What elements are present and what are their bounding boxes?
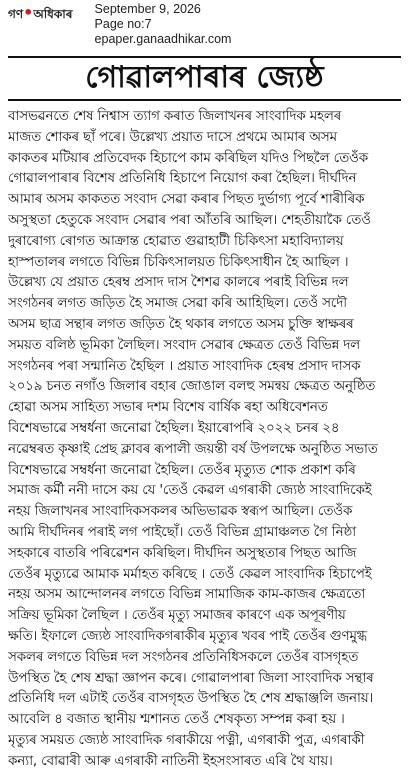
article-line: সহকাৰে বাতৰি পৰিৱেশন কৰিছিল। দীৰ্ঘদিন অসুস্থতাৰ পিছত আজি: [8, 544, 357, 561]
masthead: [0, 0, 409, 50]
logo-word-main: অধিকাৰ: [33, 7, 73, 21]
article-line: মৃত্যুৰ সময়ত জ্যেষ্ঠ সাংবাদিক গৰাকীয়ে পত্নী, এগৰাকী পুত্ৰ, এগৰাকী: [8, 731, 365, 748]
article-line: সংগঠনৰ লগত জড়িত হৈ সমাজ সেৱা কৰি আহিছিল। তেওঁ সদৌ: [8, 295, 347, 312]
article-line: নহয় জিলাখনৰ সাংবাদিকসকলৰ অভিভাৱক স্বৰূপ আছিল। তেওঁক: [8, 503, 353, 520]
article-line: আমাৰ অসম কাকতত সংবাদ সেৱা কৰাৰ পিছত দুৰ্ভাগ্য পূৰ্বে শাৰীৰিক: [8, 191, 365, 208]
article-line: নহয় অসম আন্দোলনৰ লগতে বিভিন্ন সামাজিক কাম-কাজৰ ক্ষেত্ৰতো: [8, 586, 366, 603]
page-number: Page no:7: [94, 17, 152, 31]
article-line: অসুস্থতা হেতুকে সংবাদ সেৱাৰ পৰা আঁতৰি আছিল। শেহতীয়াকৈ তেওঁ: [8, 211, 371, 228]
article-line: গোৱালপাৰাৰ বিশেষ প্ৰতিনিধি হিচাপে নিয়োগ কৰা হৈছিল। দীৰ্ঘদিন: [8, 170, 357, 187]
article-line: অসম ছাত্ৰ সন্থাৰ লগত জড়িত হৈ থকাৰ লগতে অসম চুক্তি স্বাক্ষৰৰ: [8, 315, 354, 332]
site-url: epaper.ganaadhikar.com: [94, 32, 232, 46]
article-line: সক্ৰিয় ভূমিকা লৈছিল । তেওঁৰ মৃত্যু সমাজৰ কাৰণে এক অপূৰণীয়: [8, 607, 346, 624]
article-line: নৱেম্বৰত কৃষ্ণাই প্ৰেছ ক্লাবৰ ৰূপালী জয়ন্তী বৰ্ষ উপলক্ষে অনুষ্ঠিত সভাত: [8, 440, 378, 457]
logo-word-left: গণ: [8, 7, 24, 21]
edition-date: September 9, 2026: [94, 2, 201, 16]
article-line: আমি দীৰ্ঘদিনৰ পৰাই লগ পাইছোঁ। তেওঁ বিভিন্ন গ্ৰামাঞ্চলত গৈ নিষ্ঠা: [8, 523, 356, 540]
article-line: বিশেষভাৱে সম্বৰ্ধনা জনোৱা হৈছিল। তেওঁৰ মৃত্যুত শোক প্ৰকাশ কৰি: [8, 461, 356, 478]
article-line: দুৰাৰোগ্য ৰোগত আক্ৰান্ত হোৱাত গুৱাহাটী চিকিৎসা মহাবিদ্যালয়: [8, 232, 344, 249]
article-line: মাজত শোকৰ ছাঁ পৰে। উল্লেখ্য প্ৰয়াত দাসে প্ৰথমে আমাৰ অসম: [8, 128, 337, 145]
article-line: প্ৰতিনিধি দল এটাই তেওঁৰ বাসগৃহত উপস্থিত হৈ শেষ শ্ৰদ্ধাঞ্জলি জনায়।: [8, 690, 374, 707]
article-line: সংগঠনৰ পৰা সন্মানিত হৈছিল । প্ৰয়াত সাংবাদিক হেৰম্ব প্ৰসাদ দাসক: [8, 357, 361, 374]
article-line: উল্লেখ্য যে প্ৰয়াত হেৰম্ব প্ৰসাদ দাস শৈশৱ কালৰে পৰাই বিভিন্ন দল: [8, 274, 349, 291]
article-line: বিশেষভাৱে সম্বৰ্ধনা জনোৱা হৈছিল। ইয়াৰোপৰি ২০২২ চনৰ ২৪: [8, 419, 340, 436]
article-line: হাস্পতালৰ লগতে বিভিন্ন চিকিৎসালয়ত চিকিৎসাধীন হৈ আছিল ।: [8, 253, 349, 270]
article-line: উপস্থিত হৈ শেষ শ্ৰদ্ধা জ্ঞাপন কৰে। গোৱালপাৰা জিলা সাংবাদিক সন্থাৰ: [8, 669, 374, 686]
article-line: বাসভৱনতে শেষ নিশ্বাস ত্যাগ কৰাত জিলাখনৰ সাংবাদিক মহলৰ: [8, 108, 342, 124]
article-line: সকলৰ লগতে বিভিন্ন দল সংগঠনৰ প্ৰতিনিধিসকলে তেওঁৰ বাসগৃহত: [8, 648, 359, 665]
article-line: সমাজ কৰ্মী ননী দাসে কয় যে 'তেওঁ কেৱল এগৰাকী জ্যেষ্ঠ সাংবাদিকেই: [8, 482, 372, 499]
logo-dot-icon: •: [23, 3, 34, 22]
article-line: কাকতৰ মটিয়াৰ প্ৰতিবেদক হিচাপে কাম কৰিছিল যদিও পিছলৈ তেওঁক: [8, 149, 368, 166]
headline-bottom-rule: [8, 99, 401, 101]
article-body: [8, 106, 401, 770]
edition-meta: [95, 2, 232, 47]
article-line: আবেলি ৪ বজাত স্থানীয় শ্মশানত তেওঁ শেষকৃত্য সম্পন্ন কৰা হয় ।: [8, 711, 345, 728]
article-line: সময়ত বলিষ্ঠ ভূমিকা লৈছিল। সংবাদ সেৱাৰ ক্ষেত্ৰত তেওঁ বিভিন্ন দল: [8, 336, 360, 353]
article-headline: গোৱালপাৰাৰ জ্যেষ্ঠ: [85, 60, 324, 95]
article-line: ক্ষতি। ইফালে জ্যেষ্ঠ সাংবাদিকগৰাকীৰ মৃত্যুৰ খবৰ পাই তেওঁৰ গুণমুগ্ধ: [8, 627, 367, 644]
article-line: তেওঁৰ মৃত্যুৱে আমাক মৰ্মাহত কৰিছে । তেওঁ কেৱল সাংবাদিক হিচাপেই: [8, 565, 372, 582]
newspaper-logo: [8, 4, 73, 23]
article-line: কন্যা, বোৱাৰী আৰু এগৰাকী নাতিনী ইহসংসাৰত এৰি থৈ যায়।: [8, 752, 333, 769]
article-line: ২০১৯ চনত নগাঁও জিলাৰ বহাৰ জোঙাল বলহু সমন্বয় ক্ষেত্ৰত অনুষ্ঠিত: [8, 378, 376, 395]
article-line: হোৱা অসম সাহিত্য সভাৰ দশম বিশেষ বাৰ্ষিক ৰহা অধিবেশনত: [8, 399, 328, 416]
